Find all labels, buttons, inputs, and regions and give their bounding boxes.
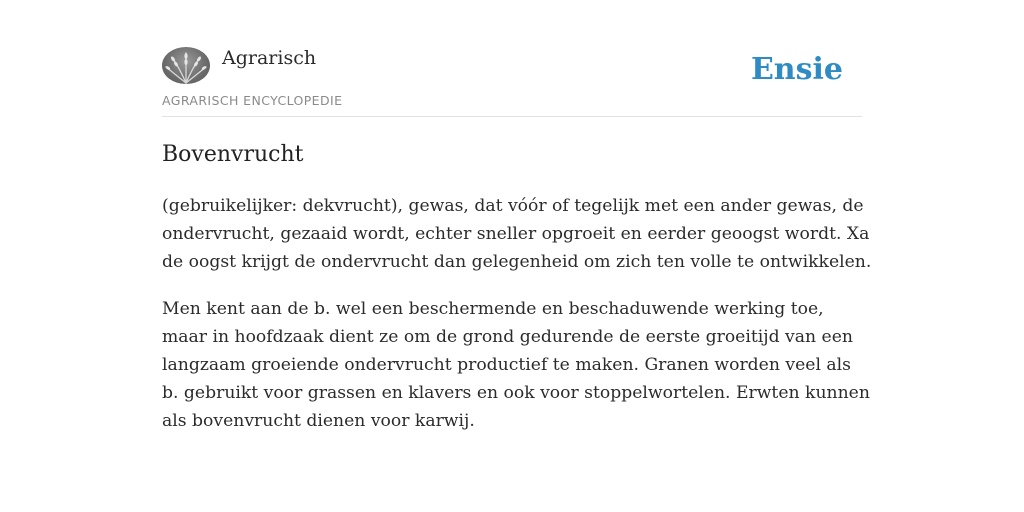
article-body (162, 192, 872, 454)
book-subtitle: AGRARISCH ENCYCLOPEDIE (162, 93, 343, 108)
book-title[interactable]: Agrarisch (222, 47, 317, 69)
header (162, 46, 862, 117)
brand-logo[interactable]: Ensie (750, 52, 843, 87)
wheat-icon[interactable] (162, 47, 210, 84)
article-paragraph: (gebruikelijker: dekvrucht), gewas, dat vóór of tegelijk met een ander gewas, de ondervrucht, gezaaid wordt, echter sneller opgroeit en eerder geoogst wordt. Xa de oogst krijgt de ondervrucht dan gelegenheid om zich ten volle te ontwikkelen. (162, 196, 872, 272)
article-title: Bovenvrucht (162, 142, 304, 167)
article-paragraph: Men kent aan de b. wel een beschermende en beschaduwende werking toe, maar in hoofdzaak dient ze om de grond gedurende de eerste groeitijd van een langzaam groeiende ondervrucht productief te maken. Granen worden veel als b. gebruikt voor grassen en klavers en ook voor stoppelwortelen. Erwten kunnen als bovenvrucht dienen voor karwij. (162, 299, 870, 431)
